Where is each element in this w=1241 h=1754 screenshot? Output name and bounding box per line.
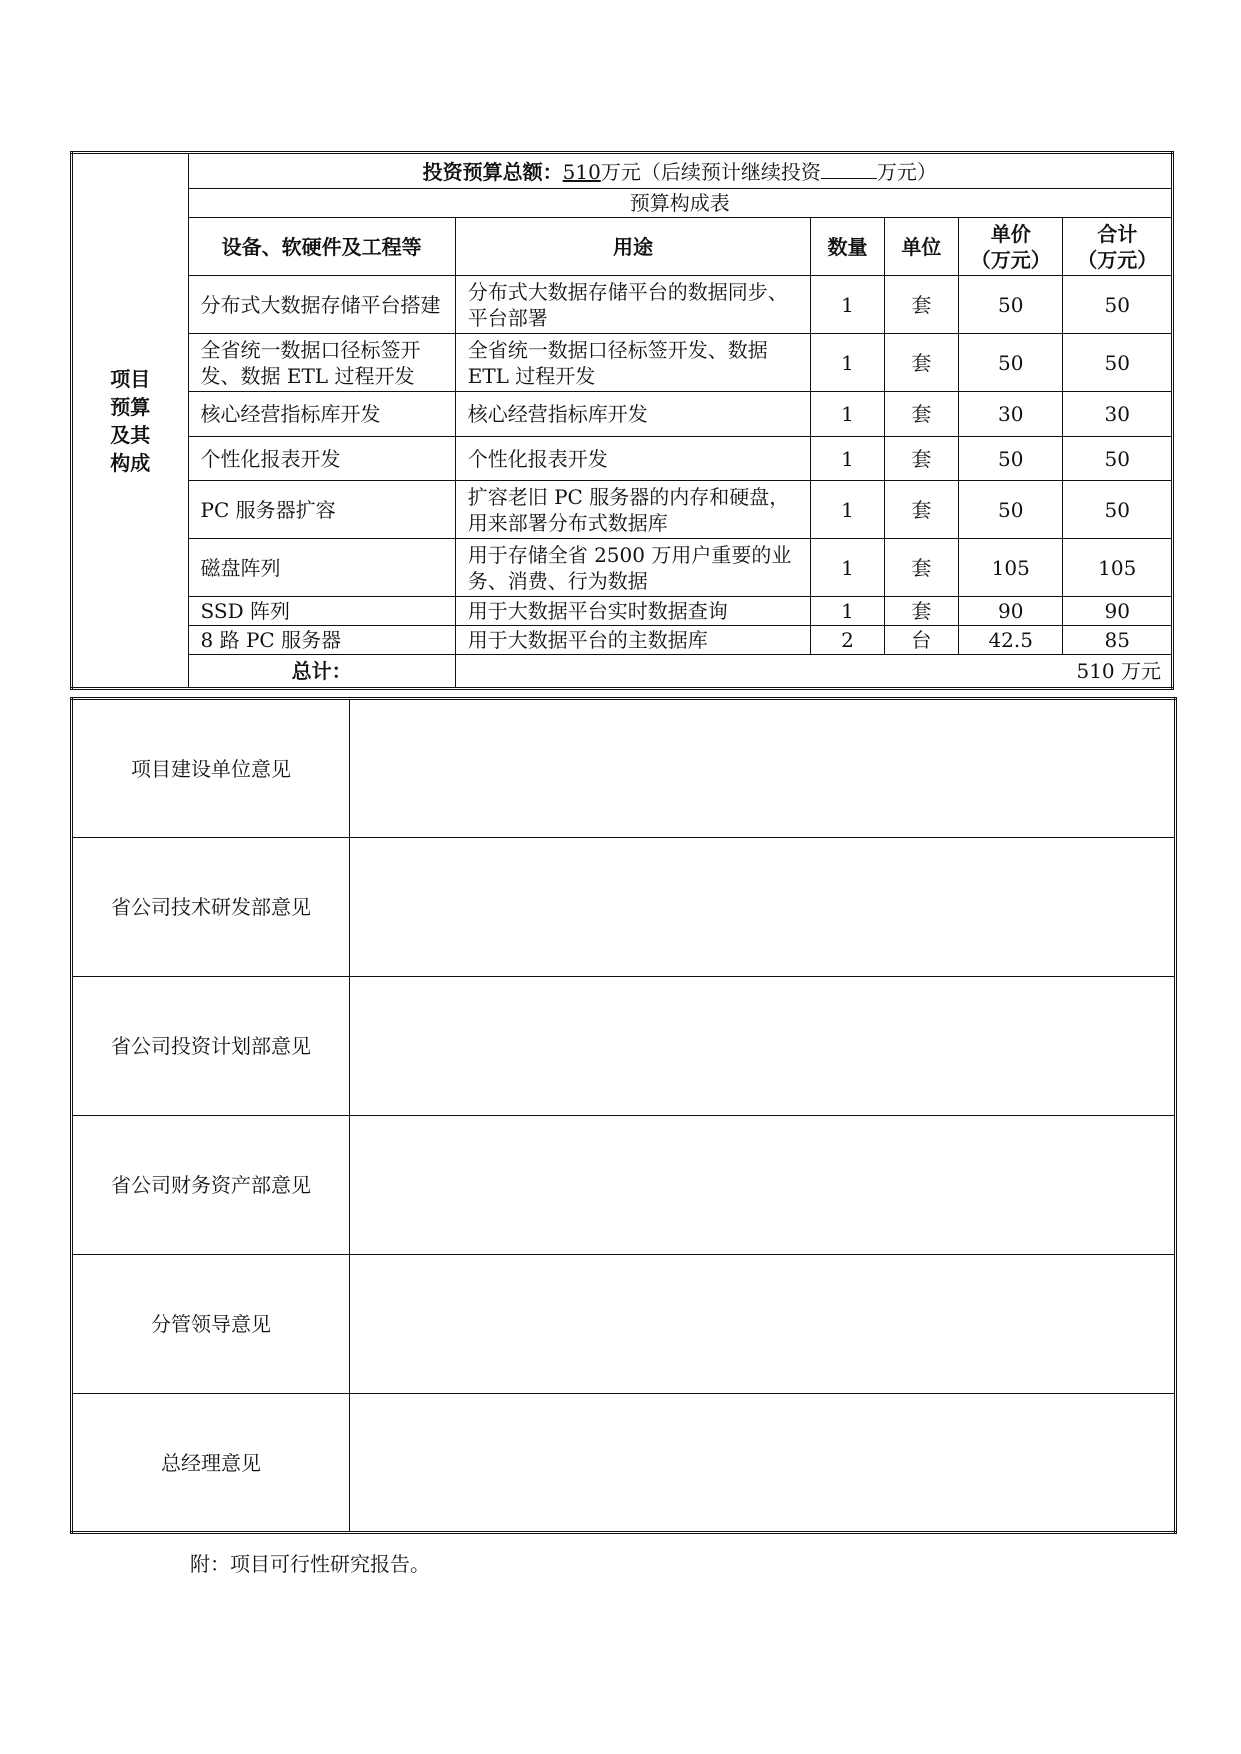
cell-purpose: 用于大数据平台实时数据查询: [455, 597, 811, 626]
cell-total: 85: [1063, 626, 1173, 655]
section-label-line: 预算: [110, 394, 151, 419]
approval-row: [72, 1255, 1176, 1394]
approval-label: 省公司财务资产部意见: [72, 1116, 350, 1255]
table-row: [72, 626, 1173, 655]
attachment-note: 附：项目可行性研究报告。: [190, 1552, 430, 1576]
cell-price: 105: [958, 539, 1062, 597]
cell-item: 磁盘阵列: [188, 539, 455, 597]
col-header-total-line: （万元）: [1077, 247, 1158, 272]
cell-purpose: 用于大数据平台的主数据库: [455, 626, 811, 655]
approval-opinion-field[interactable]: [350, 1255, 1176, 1394]
table-row: [72, 539, 1173, 597]
cell-item: 8 路 PC 服务器: [188, 626, 455, 655]
col-header-purpose: 用途: [455, 218, 811, 276]
cell-price: 50: [958, 437, 1062, 481]
approval-label: 省公司投资计划部意见: [72, 977, 350, 1116]
budget-table: [70, 151, 1174, 690]
approval-row: [72, 1394, 1176, 1533]
cell-price: 42.5: [958, 626, 1062, 655]
cell-total: 50: [1063, 437, 1173, 481]
cell-price: 50: [958, 334, 1062, 392]
cell-qty: 1: [811, 334, 884, 392]
cell-price: 30: [958, 392, 1062, 437]
approval-label: 项目建设单位意见: [72, 699, 350, 838]
section-label-line: 项目: [110, 366, 151, 391]
col-header-qty: 数量: [811, 218, 884, 276]
cell-item: 全省统一数据口径标签开发、数据 ETL 过程开发: [188, 334, 455, 392]
cell-price: 50: [958, 481, 1062, 539]
cell-purpose: 核心经营指标库开发: [455, 392, 811, 437]
cell-purpose: 个性化报表开发: [455, 437, 811, 481]
cell-total: 30: [1063, 392, 1173, 437]
cell-total: 50: [1063, 334, 1173, 392]
cell-unit: 套: [884, 276, 958, 334]
cell-qty: 1: [811, 597, 884, 626]
cell-item: 个性化报表开发: [188, 437, 455, 481]
cell-total: 50: [1063, 276, 1173, 334]
approval-row: [72, 977, 1176, 1116]
cell-price: 90: [958, 597, 1062, 626]
col-header-price-line: （万元）: [970, 247, 1051, 272]
col-header-unit: 单位: [884, 218, 958, 276]
table-row: [72, 392, 1173, 437]
col-header-total: [1063, 218, 1173, 276]
cell-item: 核心经营指标库开发: [188, 392, 455, 437]
cell-price: 50: [958, 276, 1062, 334]
approval-row: [72, 699, 1176, 838]
summary-unit-end: 万元）: [876, 159, 937, 184]
grand-total-label: 总计：: [188, 655, 455, 689]
grand-total-value: 510 万元: [455, 655, 1172, 689]
section-label-line: 及其: [110, 422, 151, 447]
approval-label: 分管领导意见: [72, 1255, 350, 1394]
table-title: 预算构成表: [188, 189, 1172, 218]
cell-total: 50: [1063, 481, 1173, 539]
cell-qty: 1: [811, 276, 884, 334]
col-header-price-line: 单价: [990, 221, 1031, 246]
cell-total: 90: [1063, 597, 1173, 626]
approval-row: [72, 838, 1176, 977]
col-header-item: 设备、软硬件及工程等: [188, 218, 455, 276]
table-row: [72, 276, 1173, 334]
section-label-line: 构成: [110, 450, 151, 475]
future-investment-blank: [821, 158, 877, 179]
cell-purpose: 分布式大数据存储平台的数据同步、平台部署: [455, 276, 811, 334]
cell-item: PC 服务器扩容: [188, 481, 455, 539]
budget-summary: [188, 153, 1172, 189]
grand-total-row: [72, 655, 1173, 689]
approval-label: 总经理意见: [72, 1394, 350, 1533]
approval-opinion-field[interactable]: [350, 838, 1176, 977]
summary-unit-text: 万元（后续预计继续投资: [600, 159, 821, 184]
cell-qty: 1: [811, 539, 884, 597]
cell-unit: 套: [884, 539, 958, 597]
col-header-price: [958, 218, 1062, 276]
cell-unit: 套: [884, 481, 958, 539]
cell-unit: 套: [884, 437, 958, 481]
cell-total: 105: [1063, 539, 1173, 597]
cell-qty: 1: [811, 481, 884, 539]
summary-label: 投资预算总额：: [422, 159, 563, 184]
table-row: [72, 437, 1173, 481]
col-header-total-line: 合计: [1097, 221, 1138, 246]
cell-qty: 1: [811, 437, 884, 481]
table-row: [72, 334, 1173, 392]
cell-unit: 套: [884, 334, 958, 392]
approval-table: [70, 697, 1177, 1534]
approval-row: [72, 1116, 1176, 1255]
cell-purpose: 全省统一数据口径标签开发、数据 ETL 过程开发: [455, 334, 811, 392]
approval-label: 省公司技术研发部意见: [72, 838, 350, 977]
cell-qty: 2: [811, 626, 884, 655]
summary-amount: 510: [562, 159, 601, 184]
table-row: [72, 597, 1173, 626]
cell-item: SSD 阵列: [188, 597, 455, 626]
approval-opinion-field[interactable]: [350, 1116, 1176, 1255]
table-row: [72, 481, 1173, 539]
approval-opinion-field[interactable]: [350, 1394, 1176, 1533]
cell-unit: 套: [884, 597, 958, 626]
approval-opinion-field[interactable]: [350, 699, 1176, 838]
cell-unit: 台: [884, 626, 958, 655]
approval-opinion-field[interactable]: [350, 977, 1176, 1116]
cell-qty: 1: [811, 392, 884, 437]
cell-unit: 套: [884, 392, 958, 437]
section-label: [72, 153, 189, 689]
cell-purpose: 扩容老旧 PC 服务器的内存和硬盘，用来部署分布式数据库: [455, 481, 811, 539]
cell-item: 分布式大数据存储平台搭建: [188, 276, 455, 334]
cell-purpose: 用于存储全省 2500 万用户重要的业务、消费、行为数据: [455, 539, 811, 597]
